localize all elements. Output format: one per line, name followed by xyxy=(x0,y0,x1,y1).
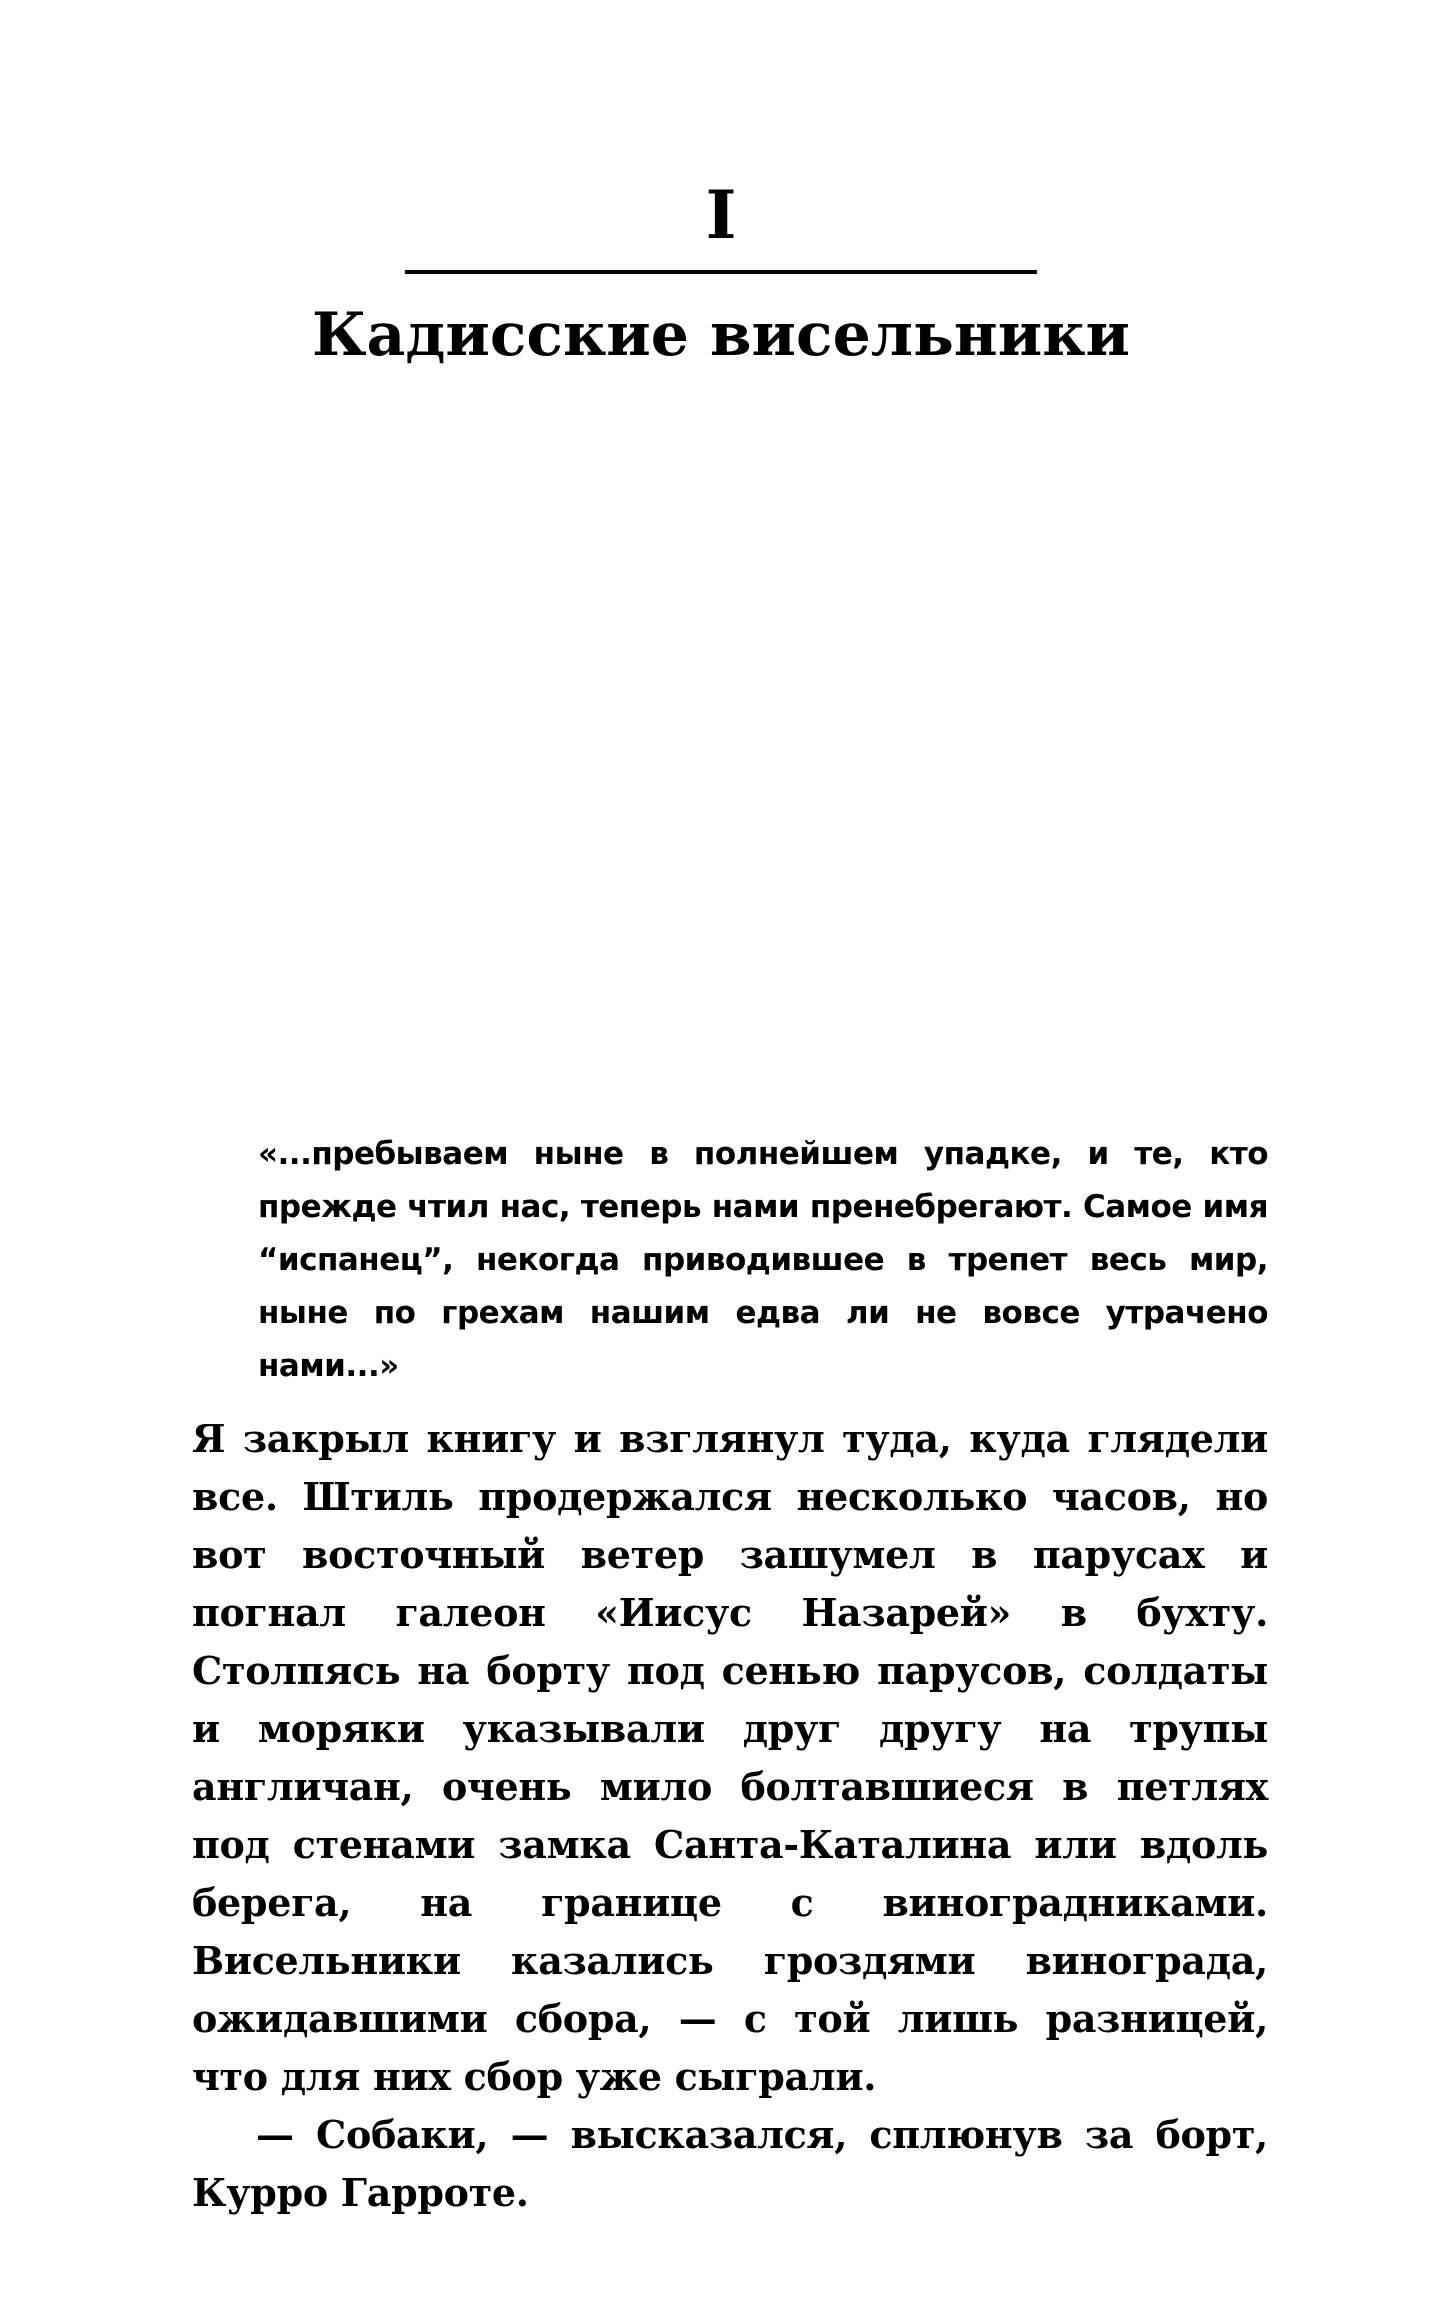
paragraph: Я закрыл книгу и взглянул туда, куда глядели все. Штиль продержался несколько часов, но вот восточный ветер зашумел в парусах и погнал галеон «Иисус Назарей» в бухту. Столпясь на борту под сенью парусов, солдаты и моряки указывали друг другу на трупы англичан, очень мило болтавшиеся в петлях под стенами замка Санта-Каталина или вдоль берега, на границе с виноградниками. Висельники казались гроздями винограда, ожидавшими сбора, — с той лишь разницей, что для них сбор уже сыграли. xyxy=(192,1416,1268,2099)
chapter-divider xyxy=(405,270,1037,274)
chapter-title: Кадисские висельники xyxy=(311,300,1131,370)
body-text xyxy=(192,1410,1268,2222)
paragraph: — Собаки, — высказался, сплюнув за борт, Курро Гарроте. xyxy=(192,2112,1268,2215)
chapter-number: I xyxy=(705,176,737,254)
epigraph: «...пребываем ныне в полнейшем упадке, и те, кто прежде чтил нас, теперь нами пренебрегают. Самое имя “испанец”, некогда приводившее в трепет весь мир, ныне по грехам нашим едва ли не вовсе утрачено нами...» xyxy=(258,1136,1268,1384)
